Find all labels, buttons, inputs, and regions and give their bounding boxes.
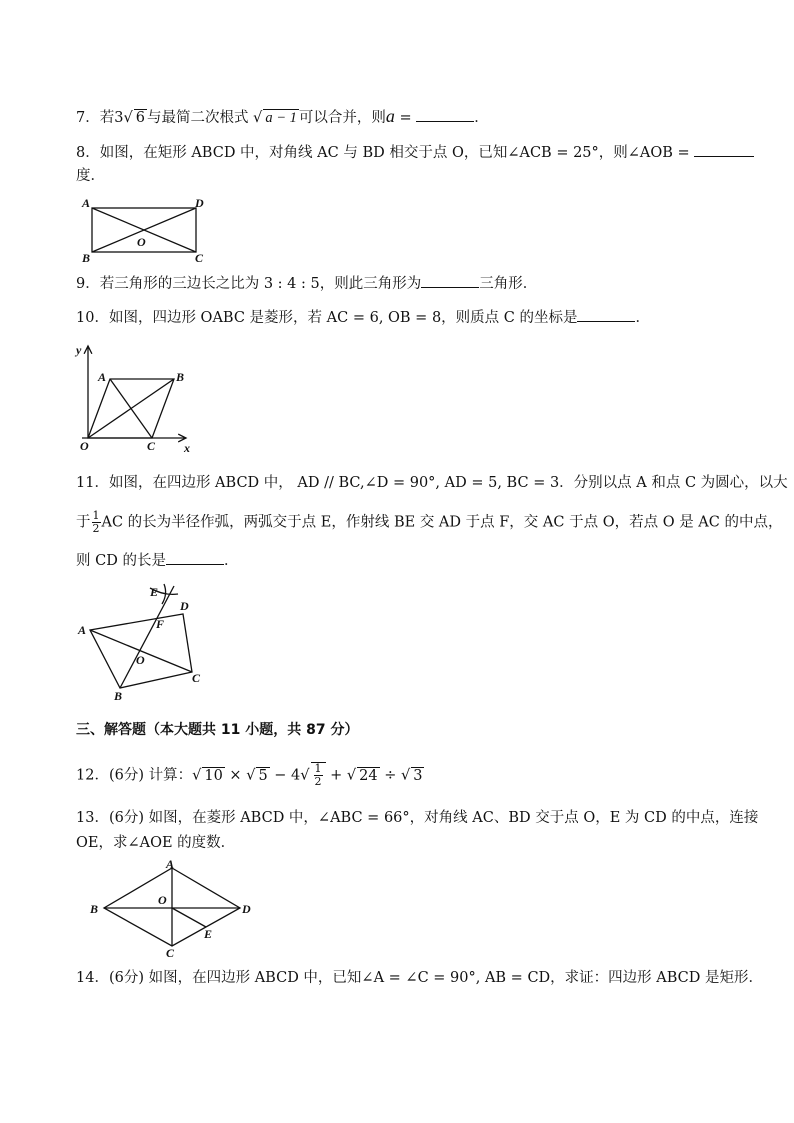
- q11-line2-pre: 于: [76, 514, 91, 531]
- q12-r10: 10: [204, 767, 223, 784]
- q7-coef: 3: [114, 110, 124, 126]
- q10-label-y: y: [76, 343, 82, 357]
- q12-r3: 3: [413, 767, 423, 784]
- question-9: [76, 273, 537, 294]
- q10-diagonal-ac: [110, 379, 152, 438]
- q13-line2: OE，求∠AOE 的度数．: [76, 835, 236, 851]
- q12-minus4: − 4: [269, 767, 301, 784]
- q13-line1: 13．(6分) 如图，在菱形 ABCD 中，∠ABC = 66°，对角线 AC、BD 交于点 O，E 为 CD 的中点，连接: [76, 810, 759, 826]
- q12-times: ×: [224, 767, 247, 784]
- q13-label-A: A: [166, 857, 175, 871]
- q7-eq: =: [394, 110, 417, 126]
- q13-label-D: D: [242, 902, 251, 916]
- q12-frac-num: 1: [314, 762, 322, 775]
- q10-label-A: A: [98, 370, 107, 384]
- q11-label-C: C: [192, 671, 201, 685]
- q13-label-O: O: [158, 893, 167, 907]
- q11-line3-pre: 则 CD 的长是: [76, 553, 166, 569]
- q12-div: ÷: [379, 767, 401, 784]
- q12-r24: 24: [359, 767, 378, 784]
- q11-fraction: [92, 510, 101, 535]
- q11-ray-be: [120, 586, 174, 688]
- question-8: [76, 142, 754, 163]
- q11-line3: [76, 550, 238, 571]
- q13-label-E: E: [204, 927, 213, 941]
- q10-label-O: O: [80, 439, 89, 453]
- q10-rhombus-figure: [74, 342, 198, 454]
- q13-label-B: B: [90, 902, 99, 916]
- section-3-title: 三、解答题（本大题共 11 小题，共 87 分）: [76, 722, 359, 738]
- q12-r5: 5: [258, 767, 268, 784]
- q8-answer-blank[interactable]: [694, 142, 754, 157]
- q7-mid: 与最简二次根式: [146, 110, 249, 126]
- q13-segment-oe: [172, 908, 206, 927]
- q10-label-C: C: [147, 439, 156, 453]
- q11-label-O: O: [136, 653, 145, 667]
- q10-answer-blank[interactable]: [577, 307, 635, 322]
- q8-line2: 度．: [76, 168, 105, 184]
- q11-frac-num: 1: [92, 509, 100, 522]
- q11-answer-blank[interactable]: [166, 550, 224, 565]
- q12-plus: +: [325, 767, 347, 784]
- q9-text: 9．若三角形的三边长之比为 3 : 4 : 5，则此三角形为: [76, 276, 422, 292]
- q11-label-E: E: [150, 585, 159, 599]
- q8-rectangle-figure: [80, 194, 210, 264]
- q11-frac-den: 2: [92, 522, 100, 535]
- q10-end: ．: [635, 310, 650, 326]
- q7-tail: 可以合并，则: [298, 110, 386, 126]
- question-13: [76, 808, 758, 828]
- q10-label-B: B: [176, 370, 185, 384]
- q8-text: 8．如图，在矩形 ABCD 中，对角线 AC 与 BD 相交于点 O，已知∠ACB = 25°，则∠AOB =: [76, 145, 695, 161]
- q7-end: ．: [474, 110, 489, 126]
- q11-line2: [76, 510, 782, 535]
- q12-rad-frac: [311, 762, 326, 788]
- q13-rhombus-figure: [88, 857, 258, 960]
- q8-label-A: A: [82, 196, 91, 210]
- q7-label: 7．若: [76, 110, 115, 126]
- question-10: [76, 307, 650, 328]
- q8-label-D: D: [195, 196, 204, 210]
- q11-line3-end: ．: [223, 553, 239, 569]
- q7-var: a: [385, 106, 395, 126]
- q9-answer-blank[interactable]: [421, 273, 479, 288]
- q9-post: 三角形．: [479, 276, 538, 292]
- q8-label-C: C: [195, 251, 204, 265]
- question-7: 7．若3√ 6 与最简二次根式 √ a − 1 可以合并，则a = ．: [76, 106, 489, 126]
- q11-line1: 11．如图，在四边形 ABCD 中， AD // BC,∠D = 90°, AD = 5, BC = 3．分别以点 A 和点 C 为圆心，以大: [76, 475, 788, 491]
- q11-label-A: A: [78, 623, 87, 637]
- q7-radicand-6: 6: [135, 110, 145, 126]
- q11-label-D: D: [180, 599, 189, 613]
- q11-quadrilateral-figure: [78, 582, 208, 704]
- q10-text: 10．如图，四边形 OABC 是菱形，若 AC = 6, OB = 8，则质点 C 的坐标是: [76, 310, 578, 326]
- q7-radicand-a: a − 1: [265, 110, 297, 126]
- q10-label-x: x: [184, 441, 190, 455]
- q8-label-O: O: [137, 235, 146, 249]
- question-12: 12．(6分) 计算：√ 10 × √ 5 − 4√ $\frac{1}{2}$ + √ 24 ÷ √ 3: [76, 762, 423, 788]
- q11-label-B: B: [114, 689, 123, 703]
- question-11: [76, 473, 788, 493]
- q12-pre: 12．(6分) 计算：: [76, 767, 193, 784]
- question-14: 14．(6分) 如图，在四边形 ABCD 中，已知∠A = ∠C = 90°, AB = CD，求证：四边形 ABCD 是矩形．: [76, 970, 763, 986]
- q12-fraction: [314, 763, 323, 788]
- q12-frac-den: 2: [314, 775, 322, 788]
- q7-answer-blank[interactable]: [416, 107, 474, 122]
- q11-line2-post: AC 的长为半径作弧，两弧交于点 E，作射线 BE 交 AD 于点 F，交 AC 于点 O，若点 O 是 AC 的中点，: [101, 514, 783, 531]
- q13-label-C: C: [166, 946, 175, 960]
- q11-label-F: F: [156, 617, 165, 631]
- q8-label-B: B: [82, 251, 91, 265]
